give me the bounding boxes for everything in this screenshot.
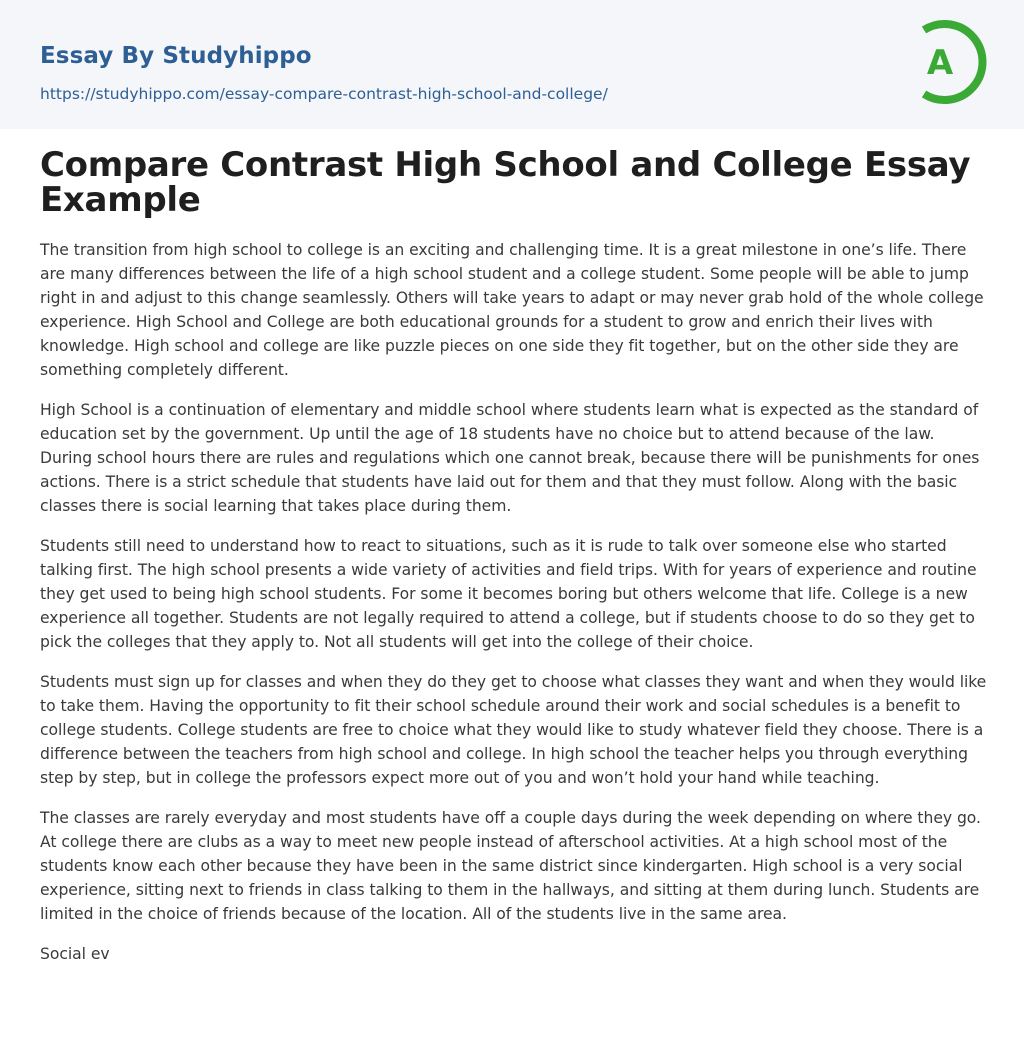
essay-paragraph-1: The transition from high school to college is an exciting and challenging time. It is a great milestone in one’s life. There are many differences between the life of a high school student and a college student. Some people will be able to jump right in and adjust to this change seamlessly. Others will take years to adapt or may never grab hold of the whole college experience. High School and College are both educational grounds for a student to grow and enrich their lives with knowledge. High school and college are like puzzle pieces on one side they fit together, but on the other side they are something completely different. xyxy=(40,241,984,379)
essay-paragraph-6: Social ev xyxy=(40,945,110,963)
essay-paragraph-5: The classes are rarely everyday and most students have off a couple days during the week depending on where they go. At college there are clubs as a way to meet new people instead of afterschool activities. At a high school most of the students know each other because they have been in the same district since kindergarten. High school is a very social experience, sitting next to friends in class talking to them in the hallways, and sitting at them during lunch. Students are limited in the choice of friends because of the location. All of the students live in the same area. xyxy=(40,809,981,923)
article xyxy=(40,145,988,982)
page-header xyxy=(0,0,1024,129)
studyhippo-logo-icon[interactable] xyxy=(912,18,988,106)
source-url-link[interactable]: https://studyhippo.com/essay-compare-contrast-high-school-and-college/ xyxy=(40,85,608,103)
essay-paragraph-2: High School is a continuation of elementary and middle school where students learn what is expected as the standard of education set by the government. Up until the age of 18 students have no choice but to attend because of the law. During school hours there are rules and regulations which one cannot break, because there will be punishments for ones actions. There is a strict schedule that students have laid out for them and that they must follow. Along with the basic classes there is social learning that takes place during them. xyxy=(40,401,980,515)
logo-letter: A xyxy=(926,43,954,83)
essay-paragraph-4: Students must sign up for classes and when they do they get to choose what classes they want and when they would like to take them. Having the opportunity to fit their school schedule around their work and social schedules is a benefit to college students. College students are free to choice what they would like to study whatever field they choose. There is a difference between the teachers from high school and college. In high school the teacher helps you through everything step by step, but in college the professors expect more out of you and won’t hold your hand while teaching. xyxy=(40,673,987,787)
essay-paragraph-3: Students still need to understand how to react to situations, such as it is rude to talk over someone else who started talking first. The high school presents a wide variety of activities and field trips. With for years of experience and routine they get used to being high school students. For some it becomes boring but others welcome that life. College is a new experience all together. Students are not legally required to attend a college, but if students choose to do so they get to pick the colleges that they apply to. Not all students will get into the college of their choice. xyxy=(40,537,977,651)
site-title: Essay By Studyhippo xyxy=(40,43,312,69)
essay-title: Compare Contrast High School and College Essay Example xyxy=(40,145,971,220)
